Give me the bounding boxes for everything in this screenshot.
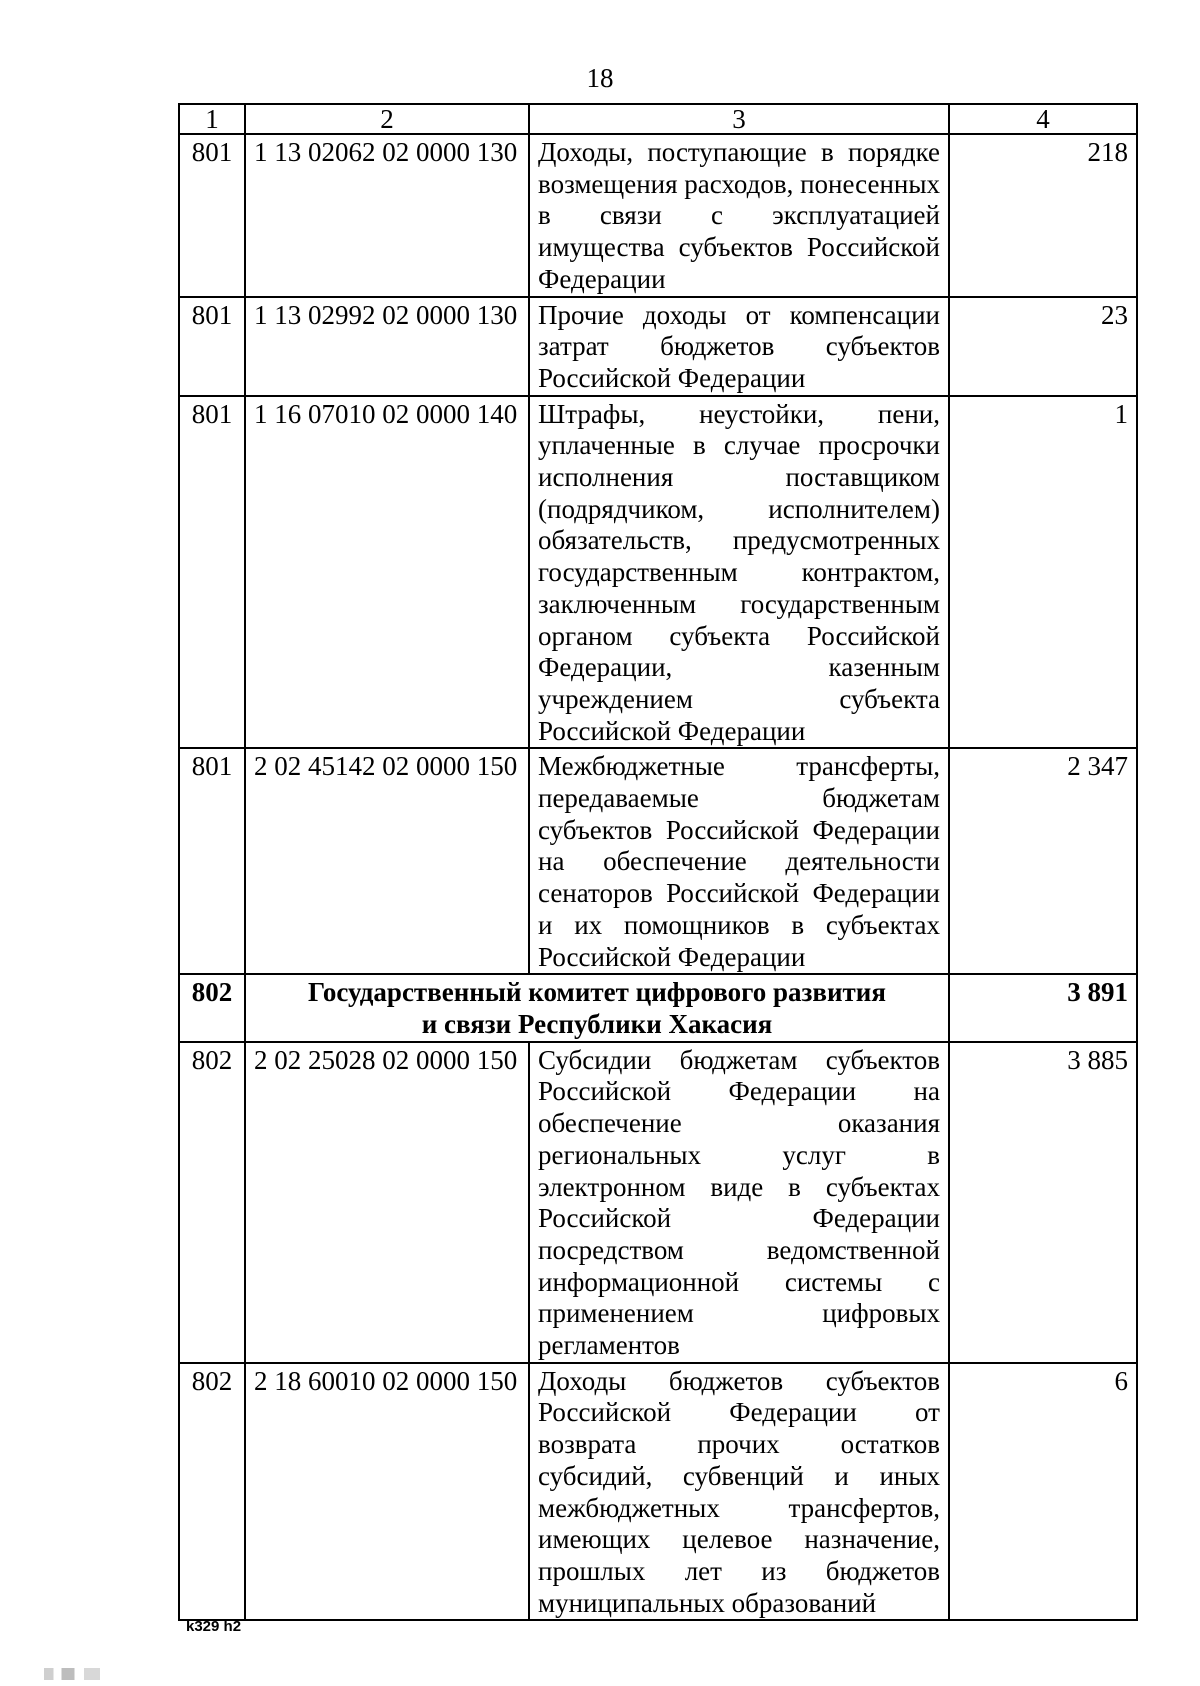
table-row [179, 396, 1137, 749]
table-row [179, 1042, 1137, 1363]
table-row [179, 1363, 1137, 1621]
header-col-1: 1 [179, 104, 245, 134]
revenue-amount: 218 [949, 134, 1137, 297]
admin-code: 801 [179, 297, 245, 396]
revenue-code: 2 02 45142 02 0000 150 [245, 748, 529, 974]
section-title [245, 974, 949, 1041]
revenue-amount: 2 347 [949, 748, 1137, 974]
section-title-line-1: Государственный комитет цифрового развития [308, 977, 886, 1008]
table-row [179, 297, 1137, 396]
header-col-3: 3 [529, 104, 949, 134]
footer-code: k329 h2 [186, 1618, 242, 1635]
revenue-code: 2 18 60010 02 0000 150 [245, 1363, 529, 1621]
header-col-4: 4 [949, 104, 1137, 134]
revenue-name: Межбюджетные трансферты, передаваемые бюджетам субъектов Российской Федерации на обеспечение деятельности сенаторов Российской Федерации и их помощников в субъектах Российской Федерации [529, 748, 949, 974]
admin-code: 802 [179, 1042, 245, 1363]
revenue-code: 2 02 25028 02 0000 150 [245, 1042, 529, 1363]
admin-code: 802 [179, 1363, 245, 1621]
revenue-amount: 6 [949, 1363, 1137, 1621]
section-amount: 3 891 [949, 974, 1137, 1041]
revenue-amount: 3 885 [949, 1042, 1137, 1363]
revenue-amount: 1 [949, 396, 1137, 749]
table-row [179, 134, 1137, 297]
section-title-line-2: и связи Республики Хакасия [421, 1008, 773, 1039]
page-number: 18 [586, 63, 614, 93]
section-row [179, 974, 1137, 1041]
header-col-2: 2 [245, 104, 529, 134]
revenue-table [178, 103, 1138, 1621]
revenue-amount: 23 [949, 297, 1137, 396]
revenue-code: 1 13 02992 02 0000 130 [245, 297, 529, 396]
admin-code: 801 [179, 748, 245, 974]
revenue-name: Доходы бюджетов субъектов Российской Федерации от возврата прочих остатков субсидий, субвенций и иных межбюджетных трансфертов, имеющих целевое назначение, прошлых лет из бюджетов муниципальных образований [529, 1363, 949, 1621]
revenue-code: 1 13 02062 02 0000 130 [245, 134, 529, 297]
table-row [179, 748, 1137, 974]
scan-artifact [44, 1668, 124, 1680]
revenue-name: Субсидии бюджетам субъектов Российской Федерации на обеспечение оказания региональных услуг в электронном виде в субъектах Российской Федерации посредством ведомственной информационной системы с применением цифровых регламентов [529, 1042, 949, 1363]
section-admin-code: 802 [179, 974, 245, 1041]
revenue-name: Доходы, поступающие в порядке возмещения расходов, понесенных в связи с эксплуатацией имущества субъектов Российской Федерации [529, 134, 949, 297]
revenue-name: Штрафы, неустойки, пени, уплаченные в случае просрочки исполнения поставщиком (подрядчиком, исполнителем) обязательств, предусмотренных государственным контрактом, заключенным государственным органом субъекта Российской Федерации, казенным учреждением субъекта Российской Федерации [529, 396, 949, 749]
table-header-row [179, 104, 1137, 134]
revenue-code: 1 16 07010 02 0000 140 [245, 396, 529, 749]
admin-code: 801 [179, 134, 245, 297]
admin-code: 801 [179, 396, 245, 749]
revenue-name: Прочие доходы от компенсации затрат бюджетов субъектов Российской Федерации [529, 297, 949, 396]
